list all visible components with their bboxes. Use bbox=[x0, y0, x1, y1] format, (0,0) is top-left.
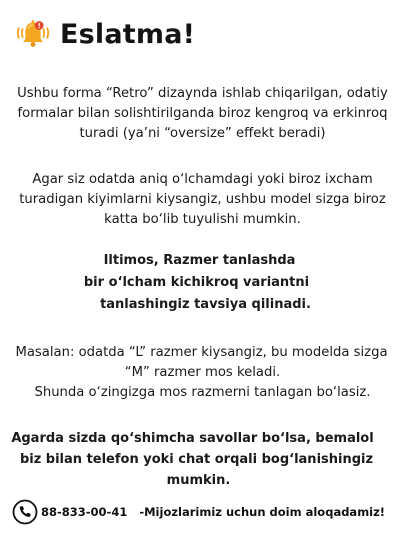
paragraph-contact-invite bbox=[0, 428, 405, 491]
phone-number[interactable]: 88-833-00-41 bbox=[41, 505, 128, 519]
text-line: biz bilan telefon yoki chat orqali bog‘lanishingiz bbox=[19, 452, 374, 467]
text-line: tanlashingiz tavsiya qilinadi. bbox=[100, 297, 311, 312]
header bbox=[14, 14, 195, 54]
text-line: Iltimos, Razmer tanlashda bbox=[103, 253, 296, 268]
paragraph-fit-note bbox=[0, 170, 405, 230]
text-line: bir o‘lcham kichikroq variantni bbox=[83, 275, 310, 290]
text-line: Agar siz odatda aniq o‘lchamdagi yoki biroz ixcham bbox=[32, 172, 373, 187]
paragraph-size-recommendation bbox=[0, 250, 405, 316]
text-line: “M” razmer mos keladi. bbox=[124, 365, 281, 380]
bell-notification-icon bbox=[14, 15, 52, 53]
text-line: formalar bilan solishtirilganda biroz kengroq va erkinroq bbox=[17, 106, 388, 121]
page-title: Eslatma! bbox=[60, 18, 196, 50]
text-line: katta bo‘lib tuyulishi mumkin. bbox=[104, 212, 301, 227]
paragraph-retro-design bbox=[0, 84, 405, 144]
text-line: turadi (ya’ni “oversize” effekt beradi) bbox=[79, 126, 326, 141]
contact-row bbox=[12, 498, 385, 526]
paragraph-size-example bbox=[0, 343, 405, 403]
text-line: turadigan kiyimlarni kiysangiz, ushbu model sizga biroz bbox=[19, 192, 386, 207]
text-line: Ushbu forma “Retro” dizaynda ishlab chiqarilgan, odatiy bbox=[17, 86, 388, 101]
text-line: mumkin. bbox=[166, 473, 231, 488]
text-line: Masalan: odatda “L” razmer kiysangiz, bu modelda sizga bbox=[15, 345, 388, 360]
text-line: Agarda sizda qo‘shimcha savollar bo‘lsa, bemalol bbox=[11, 431, 374, 446]
phone-icon bbox=[12, 499, 38, 525]
text-line: Shunda o‘zingizga mos razmerni tanlagan bo‘lasiz. bbox=[34, 385, 371, 400]
contact-note: -Mijozlarimiz uchun doim aloqadamiz! bbox=[139, 505, 386, 519]
